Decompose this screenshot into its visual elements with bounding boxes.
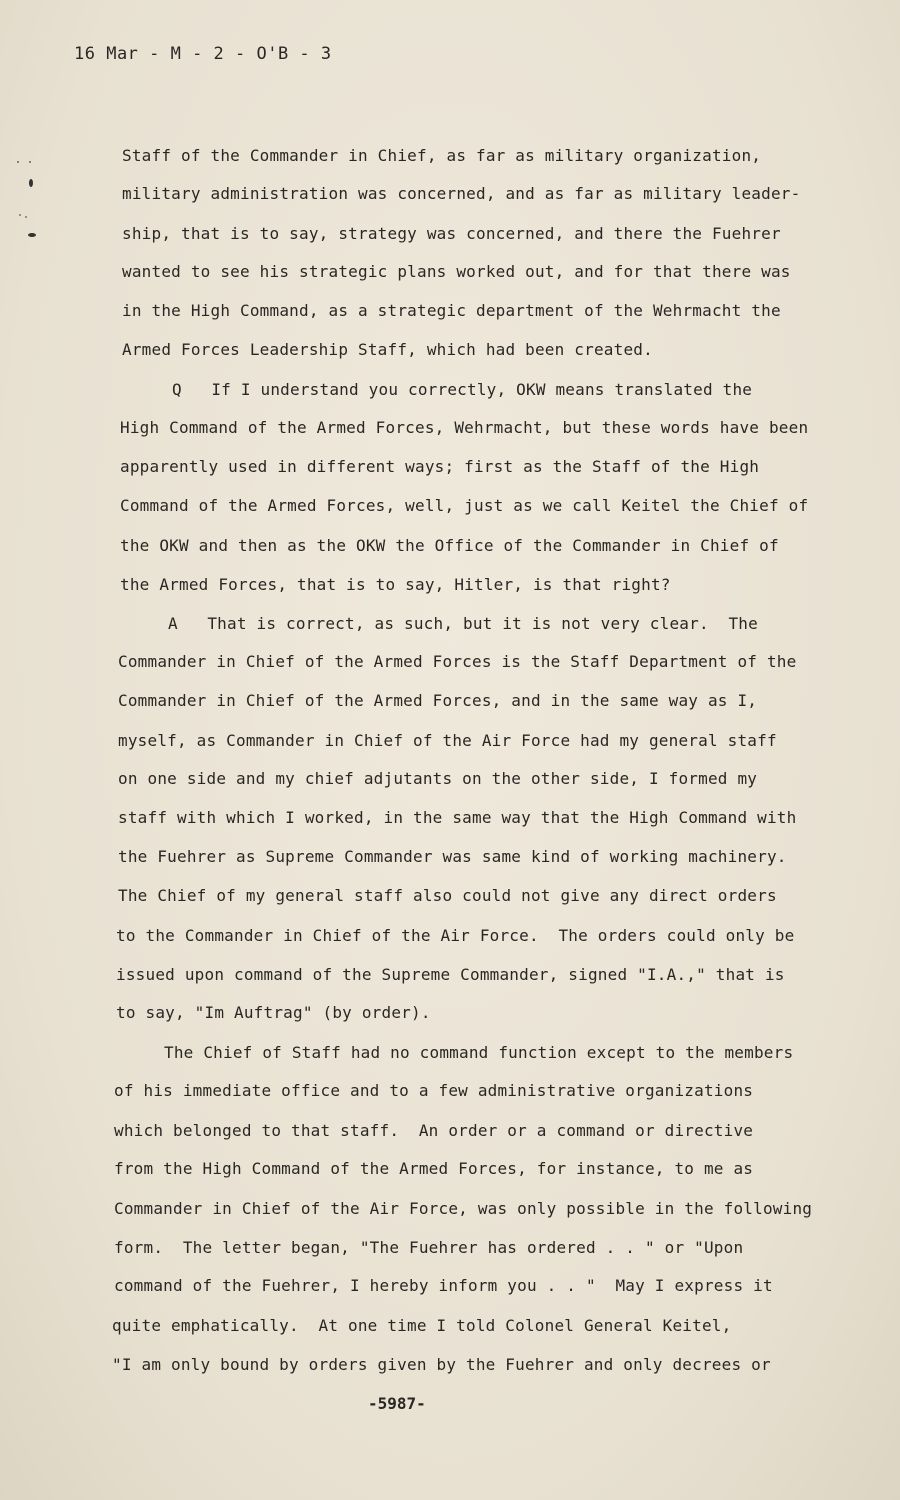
text-line: High Command of the Armed Forces, Wehrmacht, but these words have been <box>120 418 809 437</box>
text-line: the OKW and then as the OKW the Office of the Commander in Chief of <box>120 536 779 555</box>
text-line: myself, as Commander in Chief of the Air Force had my general staff <box>118 731 777 750</box>
text-line: issued upon command of the Supreme Commander, signed "I.A.," that is <box>116 965 785 984</box>
text-line: of his immediate office and to a few administrative organizations <box>114 1081 754 1100</box>
document-reference-header: 16 Mar - M - 2 - O'B - 3 <box>74 44 332 64</box>
page-number: -5987- <box>368 1394 426 1413</box>
text-line: the Armed Forces, that is to say, Hitler, is that right? <box>120 575 671 594</box>
text-line: form. The letter began, "The Fuehrer has ordered . . " or "Upon <box>114 1238 744 1257</box>
text-line: "I am only bound by orders given by the Fuehrer and only decrees or <box>112 1355 771 1374</box>
text-line: The Chief of my general staff also could not give any direct orders <box>118 886 777 905</box>
text-line: apparently used in different ways; first as the Staff of the High <box>120 457 760 476</box>
text-line: staff with which I worked, in the same way that the High Command with <box>118 808 797 827</box>
text-line: A That is correct, as such, but it is not very clear. The <box>168 614 758 633</box>
text-line: the Fuehrer as Supreme Commander was same kind of working machinery. <box>118 847 787 866</box>
text-line: quite emphatically. At one time I told Colonel General Keitel, <box>112 1316 732 1335</box>
margin-punch-marks <box>10 150 40 250</box>
text-line: wanted to see his strategic plans worked out, and for that there was <box>122 262 791 281</box>
text-line: to say, "Im Auftrag" (by order). <box>116 1003 431 1022</box>
text-line: which belonged to that staff. An order or a command or directive <box>114 1121 754 1140</box>
text-line: military administration was concerned, and as far as military leader- <box>122 184 801 203</box>
text-line: Commander in Chief of the Armed Forces is the Staff Department of the <box>118 652 797 671</box>
text-line: command of the Fuehrer, I hereby inform you . . " May I express it <box>114 1276 773 1295</box>
text-line: Staff of the Commander in Chief, as far as military organization, <box>122 146 762 165</box>
text-line: in the High Command, as a strategic department of the Wehrmacht the <box>122 301 781 320</box>
text-line: Q If I understand you correctly, OKW means translated the <box>172 380 753 399</box>
text-line: Commander in Chief of the Air Force, was only possible in the following <box>114 1199 813 1218</box>
text-line: The Chief of Staff had no command function except to the members <box>164 1043 794 1062</box>
text-line: from the High Command of the Armed Forces, for instance, to me as <box>114 1159 754 1178</box>
text-line: on one side and my chief adjutants on the other side, I formed my <box>118 769 758 788</box>
text-line: Command of the Armed Forces, well, just as we call Keitel the Chief of <box>120 496 809 515</box>
text-line: Commander in Chief of the Armed Forces, and in the same way as I, <box>118 691 758 710</box>
text-line: to the Commander in Chief of the Air Force. The orders could only be <box>116 926 795 945</box>
text-line: Armed Forces Leadership Staff, which had been created. <box>122 340 653 359</box>
text-line: ship, that is to say, strategy was concerned, and there the Fuehrer <box>122 224 781 243</box>
